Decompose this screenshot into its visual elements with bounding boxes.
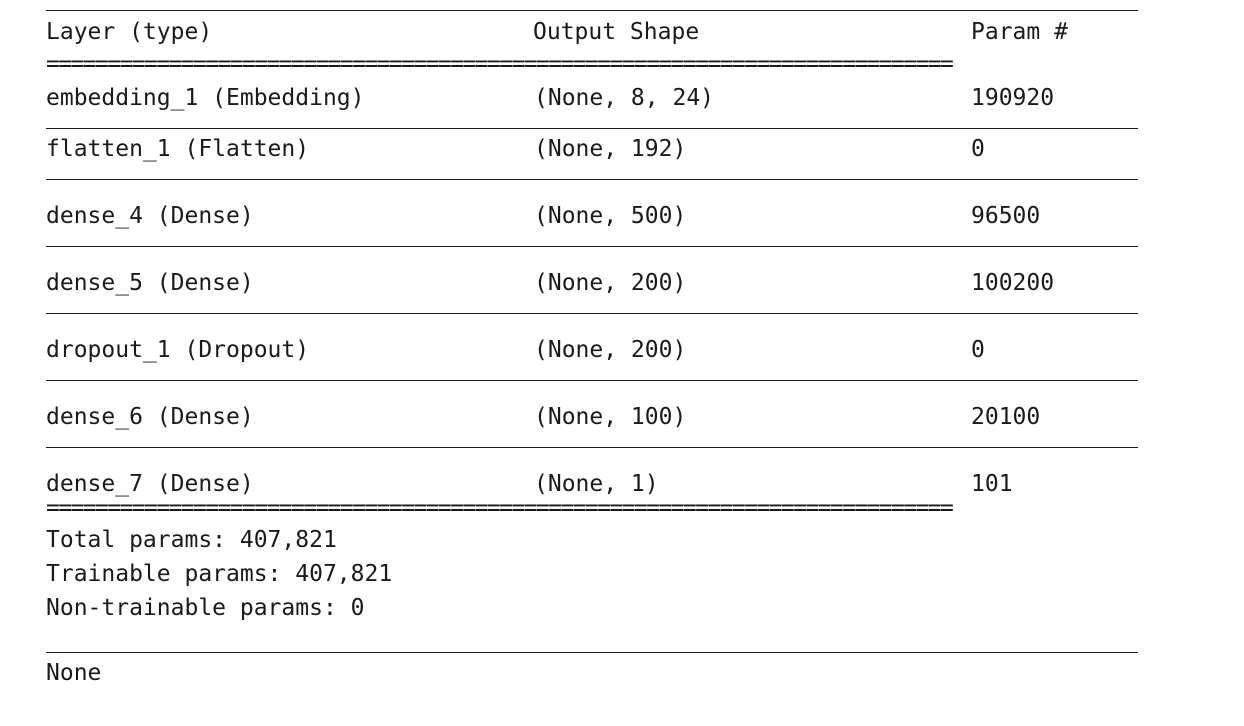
row-rule — [46, 246, 1138, 247]
param-count: 190920 — [971, 85, 1055, 111]
output-shape: (None, 500) — [534, 203, 687, 229]
param-count: 0 — [971, 136, 985, 162]
row-rule — [46, 447, 1138, 448]
header-layer: Layer (type) — [46, 19, 213, 45]
layer-name: dense_6 (Dense) — [46, 404, 254, 430]
double-separator-top: ========================================================================== — [46, 57, 953, 71]
row-rule — [46, 313, 1138, 314]
row-rule — [46, 380, 1138, 381]
model-summary — [46, 0, 1138, 690]
layer-name: dense_5 (Dense) — [46, 270, 254, 296]
double-separator-bottom: ========================================================================== — [46, 501, 953, 515]
table-row — [46, 132, 1138, 166]
non-trainable-params: Non-trainable params: 0 — [46, 595, 365, 621]
table-row — [46, 266, 1138, 300]
top-rule — [46, 10, 1138, 11]
layer-name: dense_4 (Dense) — [46, 203, 254, 229]
total-params: Total params: 407,821 — [46, 527, 337, 553]
param-count: 20100 — [971, 404, 1041, 430]
bottom-rule — [46, 652, 1138, 653]
layer-name: dropout_1 (Dropout) — [46, 337, 310, 363]
header-output-shape: Output Shape — [533, 19, 700, 45]
param-count: 100200 — [971, 270, 1055, 296]
row-rule — [46, 128, 1138, 129]
layer-name: flatten_1 (Flatten) — [46, 136, 310, 162]
trainable-params: Trainable params: 407,821 — [46, 561, 393, 587]
table-row — [46, 81, 1138, 115]
output-shape: (None, 1) — [534, 471, 659, 497]
output-shape: (None, 200) — [534, 337, 687, 363]
table-row — [46, 467, 1138, 501]
table-row — [46, 333, 1138, 367]
output-shape: (None, 192) — [534, 136, 687, 162]
header-row — [46, 15, 1138, 49]
output-shape: (None, 8, 24) — [534, 85, 715, 111]
layer-name: dense_7 (Dense) — [46, 471, 254, 497]
table-row — [46, 400, 1138, 434]
layer-name: embedding_1 (Embedding) — [46, 85, 365, 111]
output-shape: (None, 100) — [534, 404, 687, 430]
param-count: 96500 — [971, 203, 1041, 229]
return-value: None — [46, 660, 102, 686]
output-shape: (None, 200) — [534, 270, 687, 296]
header-param: Param # — [971, 19, 1068, 45]
table-row — [46, 199, 1138, 233]
param-count: 0 — [971, 337, 985, 363]
row-rule — [46, 179, 1138, 180]
param-count: 101 — [971, 471, 1013, 497]
